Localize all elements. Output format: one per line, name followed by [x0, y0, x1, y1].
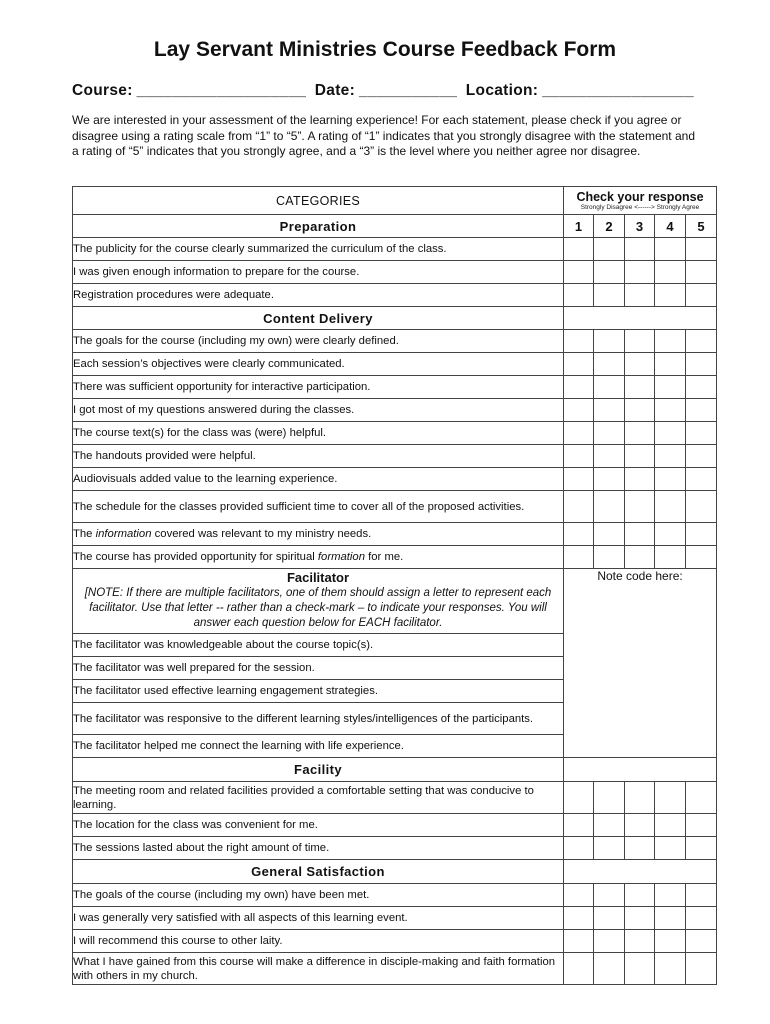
table-row: [73, 376, 717, 399]
rating-cell-5[interactable]: [686, 930, 717, 953]
statement-text: The facilitator used effective learning engagement strategies.: [73, 680, 564, 703]
rating-5-header: 5: [686, 215, 717, 238]
statement-formation: [73, 546, 564, 569]
rating-cell-1[interactable]: [564, 353, 594, 376]
rating-cell-4[interactable]: [655, 238, 686, 261]
rating-1-header: 1: [564, 215, 594, 238]
rating-cell-2[interactable]: [594, 907, 625, 930]
rating-cell-3[interactable]: [625, 445, 655, 468]
facilitator-header: [73, 569, 564, 634]
statement-part-before: The: [73, 528, 96, 540]
table-row: [73, 261, 717, 284]
rating-cell-2[interactable]: [594, 546, 625, 569]
rating-cell-4[interactable]: [655, 782, 686, 814]
section-header-blank: [564, 860, 717, 884]
rating-cell-5[interactable]: [686, 814, 717, 837]
section-title-general-satisfaction: General Satisfaction: [73, 860, 564, 884]
section-title-facilitator: Facilitator: [286, 569, 350, 585]
statement-text: The publicity for the course clearly summarized the curriculum of the class.: [73, 238, 564, 261]
statement-text: The course text(s) for the class was (were) helpful.: [73, 422, 564, 445]
date-label: Date:: [314, 82, 356, 99]
statement-text: The facilitator was knowledgeable about the course topic(s).: [73, 634, 564, 657]
rating-cell-4[interactable]: [655, 907, 686, 930]
course-label: Course:: [72, 82, 133, 99]
rating-cell-5[interactable]: [686, 782, 717, 814]
section-header-row: [73, 307, 717, 330]
table-row: [73, 814, 717, 837]
section-header-row: [73, 860, 717, 884]
rating-cell-2[interactable]: [594, 422, 625, 445]
rating-cell-3[interactable]: [625, 523, 655, 546]
rating-cell-5[interactable]: [686, 907, 717, 930]
rating-cell-4[interactable]: [655, 837, 686, 860]
statement-information: [73, 523, 564, 546]
rating-cell-1[interactable]: [564, 284, 594, 307]
rating-cell-2[interactable]: [594, 284, 625, 307]
rating-cell-1[interactable]: [564, 468, 594, 491]
rating-cell-4[interactable]: [655, 523, 686, 546]
course-field[interactable]: ___________________: [136, 82, 307, 99]
note-code-field[interactable]: Note code here:: [564, 569, 717, 758]
header-fields: [72, 82, 698, 100]
rating-cell-4[interactable]: [655, 330, 686, 353]
rating-cell-4[interactable]: [655, 353, 686, 376]
rating-cell-4[interactable]: [655, 546, 686, 569]
rating-cell-2[interactable]: [594, 523, 625, 546]
rating-cell-5[interactable]: [686, 523, 717, 546]
rating-cell-2[interactable]: [594, 445, 625, 468]
table-row: [73, 399, 717, 422]
rating-cell-4[interactable]: [655, 422, 686, 445]
rating-cell-2[interactable]: [594, 238, 625, 261]
statement-text: The location for the class was convenient for me.: [73, 814, 564, 837]
rating-cell-1[interactable]: [564, 330, 594, 353]
table-row: [73, 523, 717, 546]
rating-cell-3[interactable]: [625, 330, 655, 353]
rating-cell-3[interactable]: [625, 884, 655, 907]
rating-cell-3[interactable]: [625, 422, 655, 445]
rating-cell-3[interactable]: [625, 238, 655, 261]
rating-cell-2[interactable]: [594, 491, 625, 523]
statement-text: I was generally very satisfied with all aspects of this learning event.: [73, 907, 564, 930]
table-row: [73, 953, 717, 985]
rating-cell-5[interactable]: [686, 238, 717, 261]
rating-cell-5[interactable]: [686, 953, 717, 985]
response-title: Check your response: [576, 189, 704, 204]
rating-cell-1[interactable]: [564, 523, 594, 546]
statement-text: Each session’s objectives were clearly communicated.: [73, 353, 564, 376]
statement-text: The facilitator was well prepared for the session.: [73, 657, 564, 680]
rating-cell-3[interactable]: [625, 284, 655, 307]
table-row: [73, 284, 717, 307]
rating-cell-1[interactable]: [564, 884, 594, 907]
table-row: [73, 930, 717, 953]
rating-cell-5[interactable]: [686, 376, 717, 399]
rating-cell-5[interactable]: [686, 330, 717, 353]
rating-cell-2[interactable]: [594, 376, 625, 399]
rating-2-header: 2: [594, 215, 625, 238]
rating-cell-3[interactable]: [625, 546, 655, 569]
statement-text: There was sufficient opportunity for interactive participation.: [73, 376, 564, 399]
section-title-content-delivery: Content Delivery: [73, 307, 564, 330]
rating-cell-3[interactable]: [625, 814, 655, 837]
statement-text: The schedule for the classes provided sufficient time to cover all of the proposed activities.: [73, 491, 564, 523]
rating-cell-1[interactable]: [564, 907, 594, 930]
rating-cell-2[interactable]: [594, 953, 625, 985]
rating-cell-4[interactable]: [655, 468, 686, 491]
rating-cell-3[interactable]: [625, 468, 655, 491]
table-row: [73, 445, 717, 468]
rating-cell-3[interactable]: [625, 930, 655, 953]
rating-cell-4[interactable]: [655, 445, 686, 468]
statement-text: What I have gained from this course will make a difference in disciple-making and faith formation with others in my church.: [73, 953, 564, 985]
statement-text: I got most of my questions answered during the classes.: [73, 399, 564, 422]
rating-cell-1[interactable]: [564, 930, 594, 953]
rating-cell-4[interactable]: [655, 261, 686, 284]
categories-header: CATEGORIES: [73, 187, 564, 215]
location-label: Location:: [465, 82, 539, 99]
table-row: [73, 468, 717, 491]
location-field[interactable]: _________________: [542, 82, 694, 99]
rating-scale-label: Strongly Disagree <------> Strongly Agree: [580, 203, 700, 211]
rating-cell-5[interactable]: [686, 491, 717, 523]
table-row: [73, 491, 717, 523]
statement-text: The goals of the course (including my own) have been met.: [73, 884, 564, 907]
rating-cell-1[interactable]: [564, 837, 594, 860]
rating-cell-3[interactable]: [625, 261, 655, 284]
rating-cell-1[interactable]: [564, 399, 594, 422]
rating-cell-5[interactable]: [686, 468, 717, 491]
rating-cell-5[interactable]: [686, 884, 717, 907]
table-row: [73, 238, 717, 261]
rating-cell-1[interactable]: [564, 782, 594, 814]
feedback-table: [72, 186, 717, 985]
table-row: [73, 907, 717, 930]
rating-cell-2[interactable]: [594, 884, 625, 907]
rating-4-header: 4: [655, 215, 686, 238]
table-row: [73, 884, 717, 907]
statement-text: I was given enough information to prepare for the course.: [73, 261, 564, 284]
statement-part-after: covered was relevant to my ministry needs.: [151, 528, 372, 540]
rating-cell-3[interactable]: [625, 491, 655, 523]
section-header-blank: [564, 307, 717, 330]
rating-cell-2[interactable]: [594, 782, 625, 814]
statement-text: Registration procedures were adequate.: [73, 284, 564, 307]
statement-text: The meeting room and related facilities provided a comfortable setting that was conducive to learning.: [73, 782, 564, 814]
statement-text: The handouts provided were helpful.: [73, 445, 564, 468]
statement-part-after: for me.: [365, 551, 404, 563]
rating-cell-4[interactable]: [655, 284, 686, 307]
rating-cell-5[interactable]: [686, 353, 717, 376]
rating-cell-4[interactable]: [655, 953, 686, 985]
statement-text: The sessions lasted about the right amount of time.: [73, 837, 564, 860]
rating-cell-2[interactable]: [594, 468, 625, 491]
response-header: [564, 187, 717, 215]
rating-cell-1[interactable]: [564, 491, 594, 523]
rating-cell-5[interactable]: [686, 422, 717, 445]
intro-paragraph: We are interested in your assessment of the learning experience! For each statement, please check if you agree or disagree using a rating scale from “1” to “5”. A rating of “1” indicates that you strongly disagree with the statement and a rating of “5” indicates that you strongly agree, and a “3” is the level where you neither agree nor disagree.: [72, 113, 695, 159]
table-row: [73, 837, 717, 860]
rating-cell-4[interactable]: [655, 814, 686, 837]
table-row: [73, 353, 717, 376]
table-row: [73, 546, 717, 569]
facilitator-note: [NOTE: If there are multiple facilitators, one of them should assign a letter to represent each facilitator. Use that letter -- rather than a check-mark – to indicate your responses. You will answer each question below for EACH facilitator.: [84, 586, 552, 630]
date-field[interactable]: ___________: [359, 82, 458, 99]
rating-cell-1[interactable]: [564, 261, 594, 284]
rating-cell-3[interactable]: [625, 837, 655, 860]
statement-text: I will recommend this course to other laity.: [73, 930, 564, 953]
table-row: [73, 422, 717, 445]
rating-cell-4[interactable]: [655, 399, 686, 422]
rating-cell-5[interactable]: [686, 546, 717, 569]
section-header-row: [73, 758, 717, 782]
form-title: Lay Servant Ministries Course Feedback Form: [153, 38, 617, 61]
rating-cell-2[interactable]: [594, 837, 625, 860]
statement-text: The goals for the course (including my own) were clearly defined.: [73, 330, 564, 353]
rating-cell-1[interactable]: [564, 546, 594, 569]
section-title-preparation: Preparation: [73, 215, 564, 238]
rating-cell-3[interactable]: [625, 376, 655, 399]
rating-cell-2[interactable]: [594, 330, 625, 353]
rating-cell-5[interactable]: [686, 261, 717, 284]
rating-cell-4[interactable]: [655, 491, 686, 523]
rating-cell-2[interactable]: [594, 353, 625, 376]
statement-text: The facilitator helped me connect the learning with life experience.: [73, 735, 564, 758]
rating-cell-2[interactable]: [594, 261, 625, 284]
section-header-blank: [564, 758, 717, 782]
rating-cell-2[interactable]: [594, 814, 625, 837]
rating-cell-4[interactable]: [655, 376, 686, 399]
rating-cell-3[interactable]: [625, 782, 655, 814]
rating-cell-2[interactable]: [594, 399, 625, 422]
section-title-facility: Facility: [73, 758, 564, 782]
table-row: [73, 330, 717, 353]
statement-part-emph: information: [95, 528, 152, 540]
rating-cell-5[interactable]: [686, 445, 717, 468]
rating-cell-5[interactable]: [686, 399, 717, 422]
rating-cell-1[interactable]: [564, 376, 594, 399]
rating-cell-1[interactable]: [564, 238, 594, 261]
rating-cell-5[interactable]: [686, 837, 717, 860]
rating-cell-1[interactable]: [564, 953, 594, 985]
statement-part-before: The course has provided opportunity for spiritual: [73, 551, 318, 563]
rating-cell-5[interactable]: [686, 284, 717, 307]
statement-part-emph: formation: [317, 551, 365, 563]
rating-3-header: 3: [625, 215, 655, 238]
statement-text: The facilitator was responsive to the different learning styles/intelligences of the participants.: [73, 703, 564, 735]
rating-cell-1[interactable]: [564, 422, 594, 445]
rating-cell-4[interactable]: [655, 930, 686, 953]
statement-text: Audiovisuals added value to the learning experience.: [73, 468, 564, 491]
rating-cell-3[interactable]: [625, 953, 655, 985]
rating-cell-1[interactable]: [564, 445, 594, 468]
rating-cell-1[interactable]: [564, 814, 594, 837]
rating-cell-2[interactable]: [594, 930, 625, 953]
rating-cell-3[interactable]: [625, 399, 655, 422]
rating-cell-3[interactable]: [625, 907, 655, 930]
rating-cell-3[interactable]: [625, 353, 655, 376]
facilitator-header-row: [73, 569, 717, 634]
rating-cell-4[interactable]: [655, 884, 686, 907]
table-row: [73, 782, 717, 814]
